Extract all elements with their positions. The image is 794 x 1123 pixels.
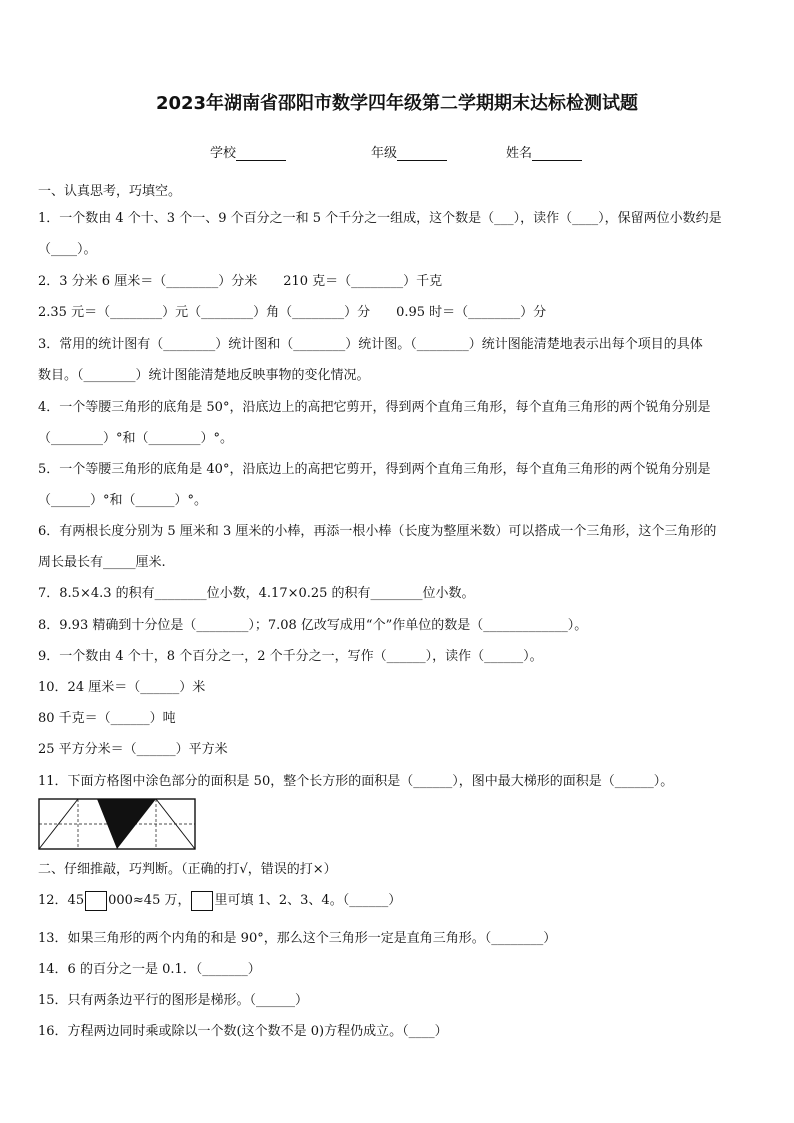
question-line: 3．常用的统计图有（________）统计图和（________）统计图。（________）统计图能清楚地表示出每个项目的具体	[38, 337, 703, 352]
name-label: 姓名	[506, 146, 533, 161]
question-line: 2．3 分米 6 厘米＝（________）分米 210 克＝（________）千克	[38, 274, 443, 289]
question-12	[38, 889, 401, 911]
question-line: 4．一个等腰三角形的底角是 50°，沿底边上的高把它剪开，得到两个直角三角形，每个直角三角形的两个锐角分别是	[38, 400, 711, 415]
school-field	[210, 142, 286, 161]
question-line: 80 千克＝（______）吨	[38, 711, 176, 726]
grade-blank	[397, 146, 447, 161]
question-line: 7．8.5×4.3 的积有________位小数，4.17×0.25 的积有________位小数。	[38, 586, 475, 601]
question-line: 数目。（________）统计图能清楚地反映事物的变化情况。	[38, 368, 370, 383]
question-line: 10．24 厘米＝（______）米	[38, 680, 206, 695]
section-heading-judge: 二、仔细推敲，巧判断。（正确的打√，错误的打×）	[38, 862, 337, 877]
name-field	[506, 142, 582, 161]
question-line: 1．一个数由 4 个十、3 个一、9 个百分之一和 5 个千分之一组成，这个数是（___），读作（____），保留两位小数约是	[38, 211, 722, 226]
question-line: （________）°和（________）°。	[38, 431, 234, 446]
question-line: 5．一个等腰三角形的底角是 40°，沿底边上的高把它剪开，得到两个直角三角形，每个直角三角形的两个锐角分别是	[38, 462, 711, 477]
question-line: 25 平方分米＝（______）平方米	[38, 742, 228, 757]
question-line: 13．如果三角形的两个内角的和是 90°，那么这个三角形一定是直角三角形。（________）	[38, 931, 557, 946]
answer-box	[191, 891, 213, 911]
name-blank	[532, 146, 582, 161]
question-line: 15．只有两条边平行的图形是梯形。（______）	[38, 993, 309, 1008]
page-title: 2023年湖南省邵阳市数学四年级第二学期期末达标检测试题	[155, 93, 639, 114]
question-line: 16．方程两边同时乘或除以一个数(这个数不是 0)方程仍成立。（____）	[38, 1024, 448, 1039]
question-line: 8．9.93 精确到十分位是（________）；7.08 亿改写成用“个”作单位的数是（_____________）。	[38, 618, 588, 633]
q12-prefix: 12．45	[38, 893, 85, 908]
question-line: （______）°和（______）°。	[38, 493, 208, 508]
school-blank	[236, 146, 286, 161]
question-line: 2.35 元＝（________）元（________）角（________）分 0.95 时＝（________）分	[38, 305, 547, 320]
question-line: 6．有两根长度分别为 5 厘米和 3 厘米的小棒，再添一根小棒（长度为整厘米数）可以搭成一个三角形，这个三角形的	[38, 524, 717, 539]
grade-field	[371, 142, 447, 161]
question-line: 周长最长有_____厘米.	[38, 555, 166, 570]
q12-middle: 000≈45 万，	[108, 893, 191, 908]
section-heading-fill: 一、认真思考，巧填空。	[38, 184, 182, 199]
question-line: 11．下面方格图中涂色部分的面积是 50，整个长方形的面积是（______），图中最大梯形的面积是（______）。	[38, 774, 674, 789]
question-line: 14．6 的百分之一是 0.1．（_______）	[38, 962, 261, 977]
q12-suffix: 里可填 1、2、3、4。（______）	[214, 893, 402, 908]
grid-figure	[38, 798, 196, 850]
grade-label: 年级	[371, 146, 398, 161]
question-line: 9．一个数由 4 个十，8 个百分之一，2 个千分之一，写作（______），读作（______）。	[38, 649, 543, 664]
question-line: （____）。	[38, 242, 97, 257]
school-label: 学校	[210, 146, 237, 161]
answer-box	[85, 891, 107, 911]
